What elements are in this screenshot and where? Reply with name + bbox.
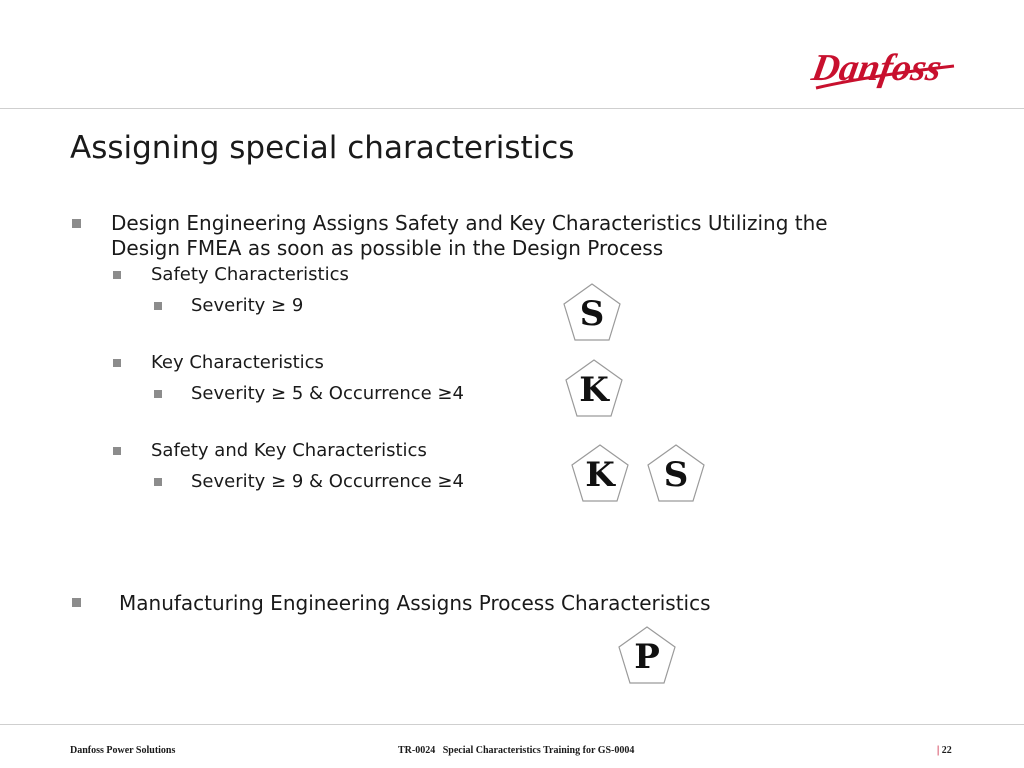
safety-key-label: Safety and Key Characteristics (151, 440, 427, 461)
logo-text: Danfoss (808, 47, 945, 89)
safety-criterion: Severity ≥ 9 (191, 295, 304, 316)
footer-divider (0, 724, 1024, 725)
key-symbol-pentagon (564, 358, 624, 420)
design-line-1: Design Engineering Assigns Safety and Key Characteristics Utilizing the (111, 211, 828, 235)
bullet-icon (72, 598, 81, 607)
footer-doc-title: TR-0024 Special Characteristics Training for GS-0004 (398, 745, 635, 756)
slide-title: Assigning special characteristics (70, 130, 575, 166)
key-criterion: Severity ≥ 5 & Occurrence ≥4 (191, 383, 464, 404)
design-line-2: Design FMEA as soon as possible in the Design Process (111, 236, 664, 260)
process-symbol-pentagon (617, 625, 677, 687)
safety-label: Safety Characteristics (151, 264, 349, 285)
key-label: Key Characteristics (151, 352, 324, 373)
safety-key-k-letter: K (585, 455, 615, 495)
bullet-icon (154, 478, 162, 486)
safety-symbol-pentagon (562, 282, 622, 344)
safety-key-criterion: Severity ≥ 9 & Occurrence ≥4 (191, 471, 464, 492)
manufacturing-text: Manufacturing Engineering Assigns Process Characteristics (119, 591, 711, 615)
bullet-icon (72, 219, 81, 228)
key-symbol-letter: K (579, 370, 609, 410)
footer-company: Danfoss Power Solutions (70, 745, 176, 756)
bullet-icon (154, 390, 162, 398)
safety-key-s-pentagon (646, 443, 706, 505)
safety-key-s-letter: S (663, 455, 689, 495)
bullet-icon (113, 359, 121, 367)
page-number: 22 (941, 745, 952, 756)
bullet-icon (113, 447, 121, 455)
footer-separator: | (937, 745, 940, 756)
footer-page (937, 745, 952, 756)
danfoss-logo (808, 36, 960, 98)
header-divider (0, 108, 1024, 109)
safety-symbol-letter: S (579, 294, 605, 334)
bullet-icon (113, 271, 121, 279)
process-symbol-letter: P (634, 637, 660, 677)
bullet-icon (154, 302, 162, 310)
safety-key-k-pentagon (570, 443, 630, 505)
